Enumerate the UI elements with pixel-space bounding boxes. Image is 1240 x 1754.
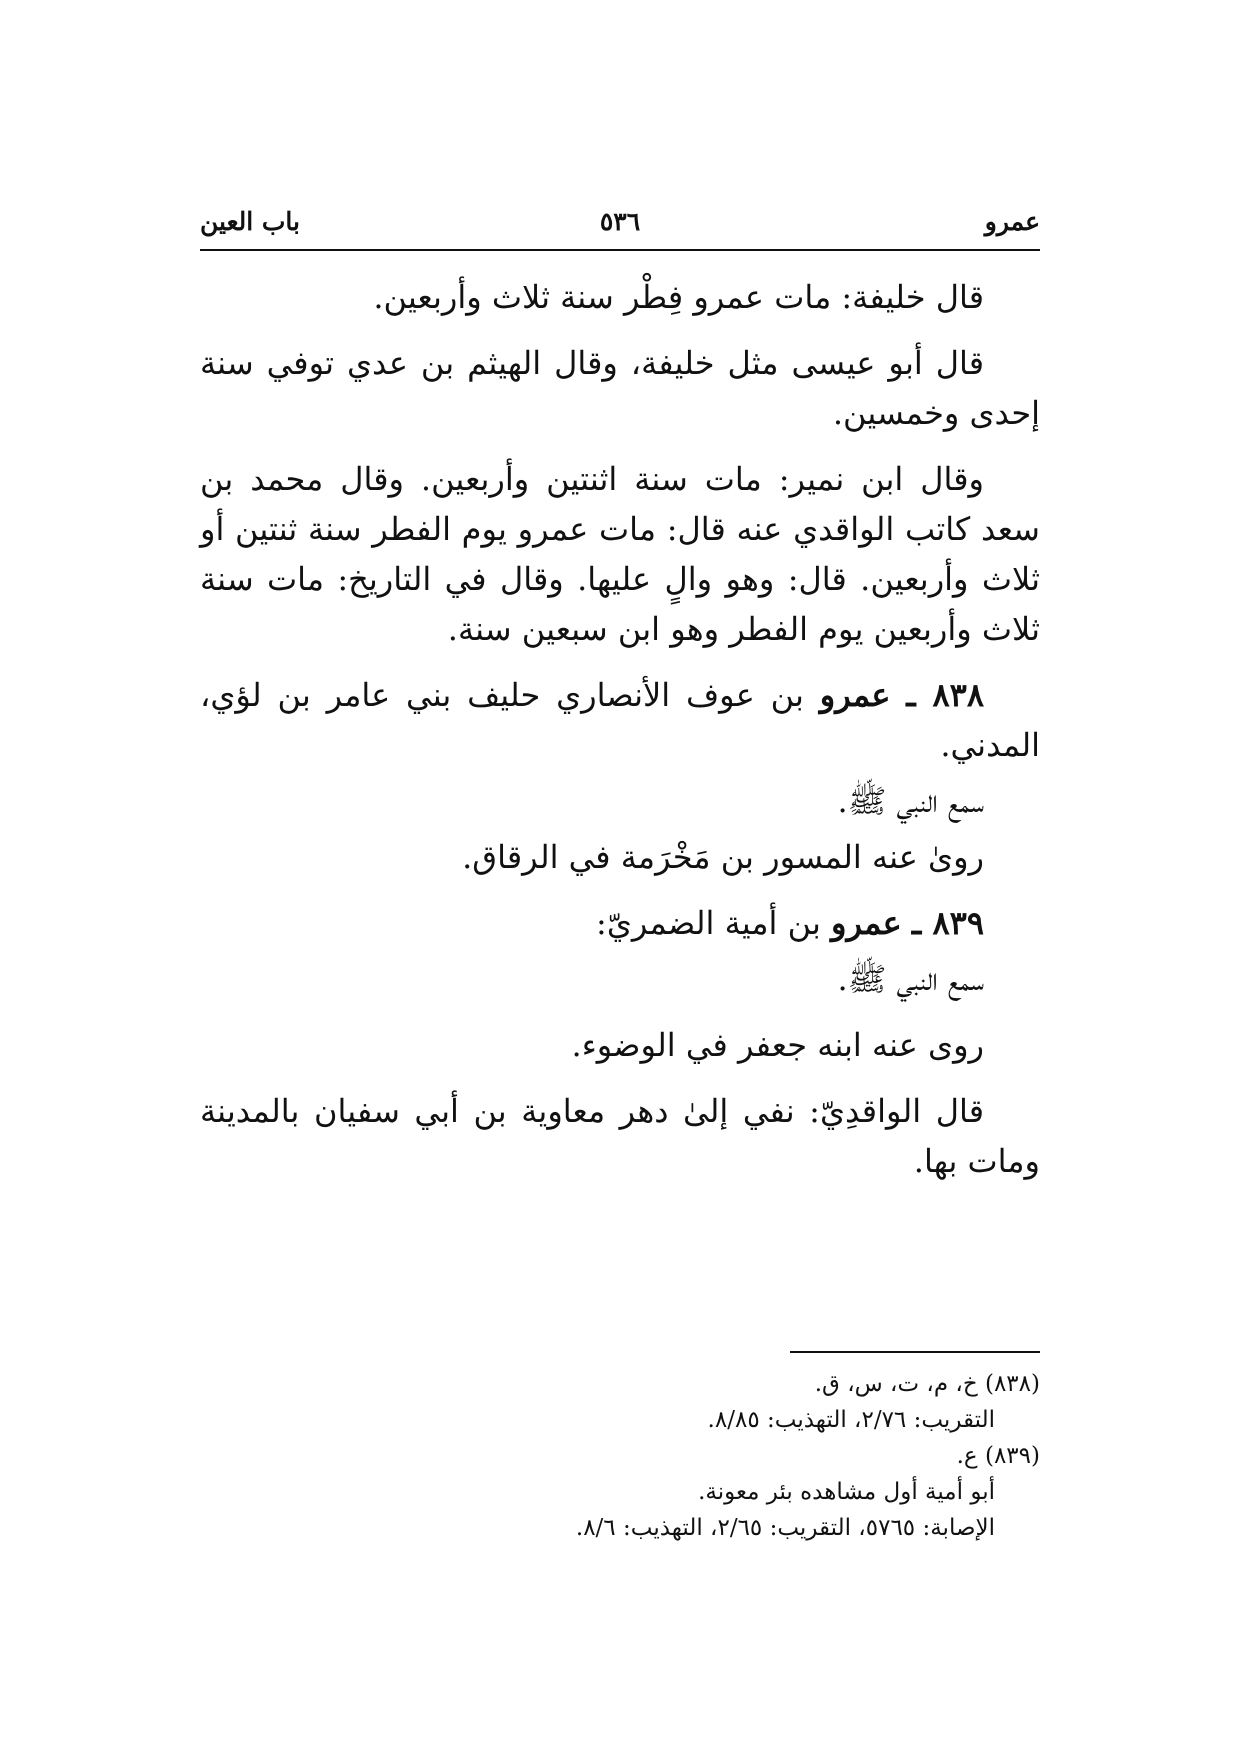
- paragraph-khalifa: قال خليفة: مات عمرو فِطْر سنة ثلاث وأربعين.: [373, 278, 984, 316]
- header-chapter-title: باب العين: [200, 207, 301, 236]
- entry-839-waqidi: قال الواقدِيّ: نفي إلىٰ دهر معاوية بن أبي سفيان بالمدينة ومات بها.: [200, 1092, 1040, 1180]
- entry-839-name: عمرو: [831, 904, 902, 942]
- entry-839-narrated: روى عنه ابنه جعفر في الوضوء.: [571, 1026, 984, 1064]
- footnote-839-references: الإصابة: ٥٧٦٥، التقريب: ٢/٦٥، التهذيب: ٨/٦.: [575, 1515, 995, 1541]
- paragraph-ibn-numayr: وقال ابن نمير: مات سنة اثنتين وأربعين. وقال محمد بن سعد كاتب الواقدي عنه قال: مات عمرو يوم الفطر سنة ثنتين أو ثلاث وأربعين. قال: وهو والٍ عليها. وقال في التاريخ: مات سنة ثلاث وأربعين يوم الفطر وهو ابن سبعين سنة.: [200, 460, 1041, 648]
- footnote-839-note: أبو أمية أول مشاهده بئر معونة.: [698, 1479, 995, 1505]
- running-header: [200, 205, 1040, 251]
- entry-838-description: بن عوف الأنصاري حليف بني عامر بن لؤي، المدني.: [200, 676, 1040, 764]
- entry-838-number: ٨٣٨ ـ: [906, 676, 985, 714]
- entry-839-number: ٨٣٩ ـ: [911, 904, 984, 942]
- entry-839-description: بن أمية الضمريّ:: [596, 904, 821, 942]
- entry-839-heading: [200, 898, 1040, 948]
- main-text: [200, 272, 1040, 1202]
- footnote-839-sources: (٨٣٩) ع.: [956, 1443, 1040, 1469]
- footnote-838-sources: (٨٣٨) خ، م، ت، س، ق.: [814, 1371, 1040, 1397]
- entry-838-heading: [200, 670, 1040, 770]
- paragraph-abu-isa: قال أبو عيسى مثل خليفة، وقال الهيثم بن عدي توفي سنة إحدى وخمسين.: [200, 344, 1040, 432]
- footnotes: [200, 1366, 1040, 1546]
- entry-839-heard: سمع النبي ﷺ.: [837, 960, 984, 998]
- header-entry-name: عمرو: [984, 207, 1040, 236]
- page-number: ٥٣٦: [599, 207, 641, 236]
- footnote-838-references: التقريب: ٢/٧٦، التهذيب: ٨/٨٥.: [707, 1407, 995, 1433]
- entry-838-name: عمرو: [819, 676, 891, 714]
- entry-838-heard: سمع النبي ﷺ.: [837, 782, 984, 820]
- footnote-separator: [790, 1351, 1040, 1353]
- entry-838-narrated: روىٰ عنه المسور بن مَخْرَمة في الرقاق.: [462, 838, 984, 876]
